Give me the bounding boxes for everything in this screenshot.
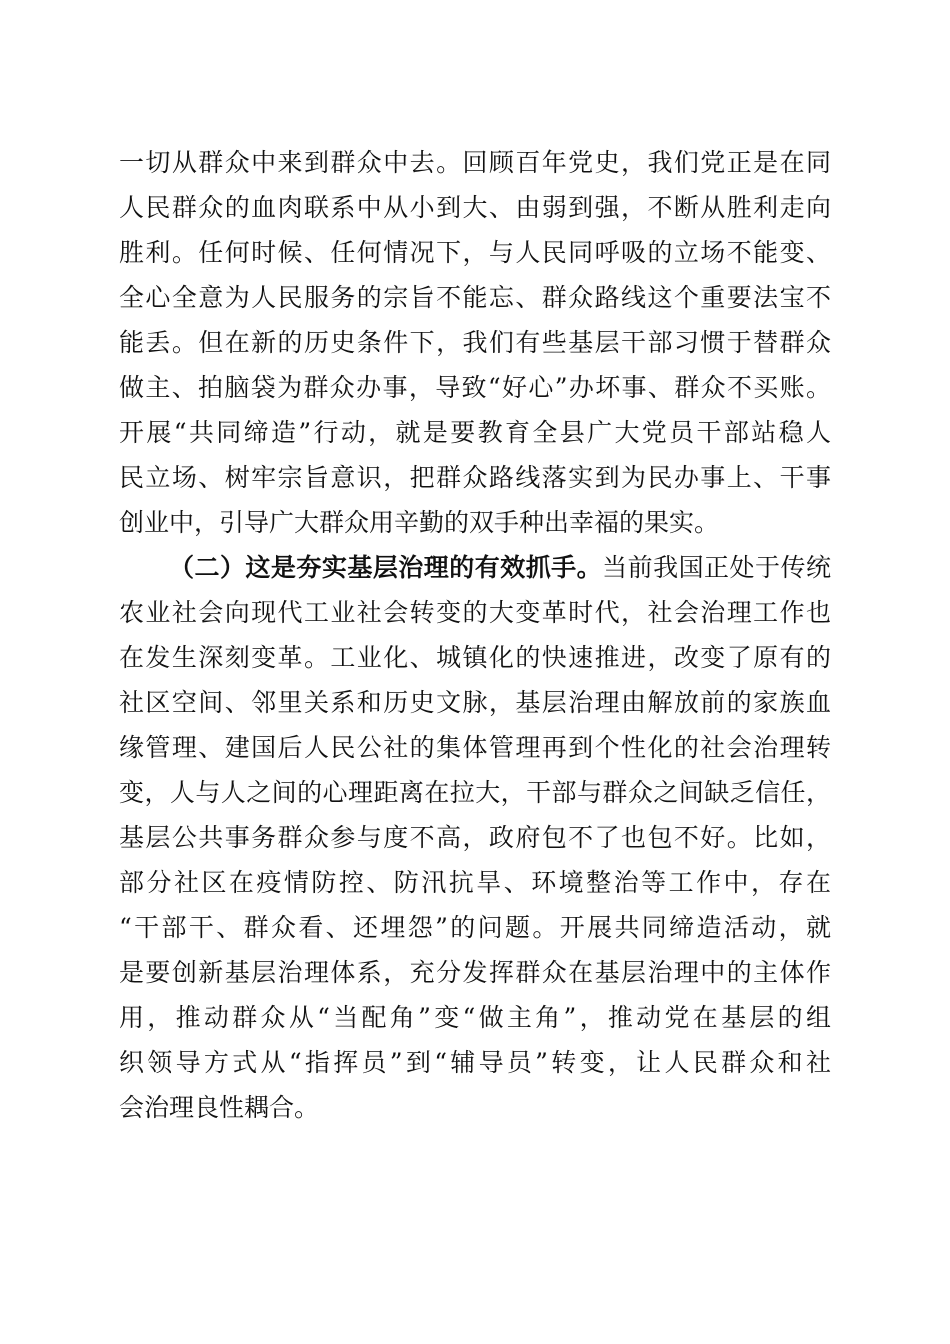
paragraph-2-line: 农业社会向现代工业社会转变的大变革时代，社会治理工作也 xyxy=(119,598,831,627)
paragraph-2-line: 织领导方式从“指挥员”到“辅导员”转变，让人民群众和社 xyxy=(119,1048,831,1077)
paragraph-2-line: 社区空间、邻里关系和历史文脉，基层治理由解放前的家族血 xyxy=(119,688,831,717)
paragraph-2-line: 是要创新基层治理体系，充分发挥群众在基层治理中的主体作 xyxy=(119,958,831,987)
paragraph-2-line: 用，推动群众从“当配角”变“做主角”，推动党在基层的组 xyxy=(119,1003,831,1032)
paragraph-1-line: 做主、拍脑袋为群众办事，导致“好心”办坏事、群众不买账。 xyxy=(119,373,831,402)
paragraph-2-line: 在发生深刻变革。工业化、城镇化的快速推进，改变了原有的 xyxy=(119,643,831,672)
paragraph-2-line: 会治理良性耦合。 xyxy=(119,1093,320,1122)
paragraph-2-line: 变，人与人之间的心理距离在拉大，干部与群众之间缺乏信任， xyxy=(119,778,831,807)
body-text xyxy=(119,140,831,1130)
paragraph-1-line: 胜利。任何时候、任何情况下，与人民同呼吸的立场不能变、 xyxy=(119,238,831,267)
paragraph-2-line: 部分社区在疫情防控、防汛抗旱、环境整治等工作中，存在 xyxy=(119,868,831,897)
paragraph-1-line: 创业中，引导广大群众用辛勤的双手种出幸福的果实。 xyxy=(119,508,720,537)
paragraph-2-line: 缘管理、建国后人民公社的集体管理再到个性化的社会治理转 xyxy=(119,733,831,762)
paragraph-1-line: 一切从群众中来到群众中去。回顾百年党史，我们党正是在同 xyxy=(119,148,831,177)
paragraph-2-first-line-text: 当前我国正处于传统 xyxy=(602,553,831,582)
paragraph-2-line: 基层公共事务群众参与度不高，政府包不了也包不好。比如， xyxy=(119,823,831,852)
paragraph-1-line: 能丢。但在新的历史条件下，我们有些基层干部习惯于替群众 xyxy=(119,328,831,357)
paragraph-1-line: 民立场、树牢宗旨意识，把群众路线落实到为民办事上、干事 xyxy=(119,463,831,492)
paragraph-1-line: 人民群众的血肉联系中从小到大、由弱到强，不断从胜利走向 xyxy=(119,193,831,222)
paragraph-2-line: “干部干、群众看、还埋怨”的问题。开展共同缔造活动，就 xyxy=(119,913,831,942)
paragraph-1-line: 全心全意为人民服务的宗旨不能忘、群众路线这个重要法宝不 xyxy=(119,283,831,312)
paragraph-1-line: 开展“共同缔造”行动，就是要教育全县广大党员干部站稳人 xyxy=(119,418,831,447)
paragraph-2-first-line xyxy=(119,545,831,590)
section-heading: （二）这是夯实基层治理的有效抓手。 xyxy=(169,553,603,582)
